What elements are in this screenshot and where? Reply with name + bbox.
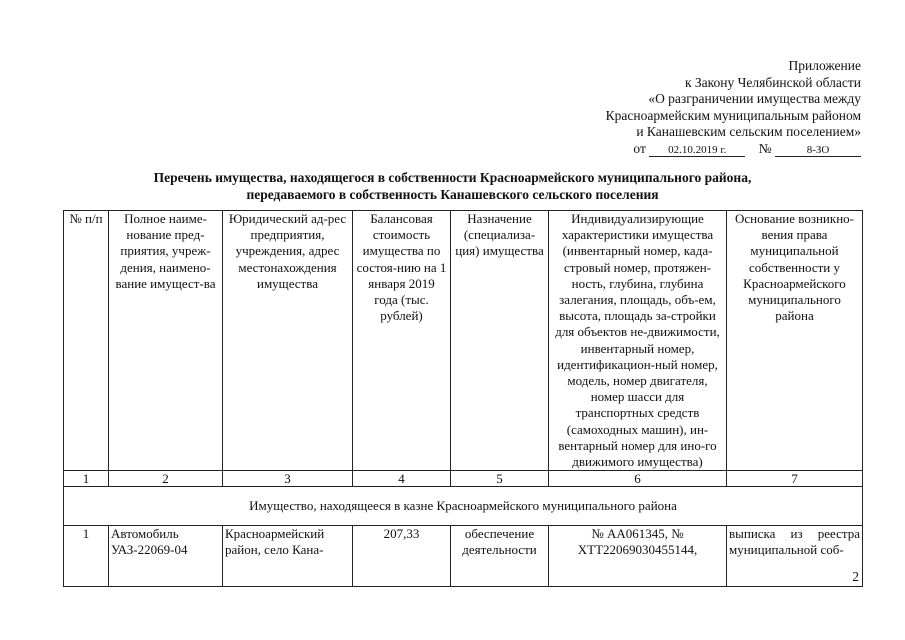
title-line-2: передаваемого в собственность Канашевского сельского поселения — [246, 187, 659, 202]
appendix-line: Красноармейским муниципальным районом — [605, 107, 861, 123]
table-row — [64, 526, 863, 587]
row-value: 207,33 — [353, 526, 451, 587]
column-number: 3 — [223, 471, 353, 487]
row-purpose: обеспечение деятельности — [451, 526, 549, 587]
appendix-line: «О разграничении имущества между — [648, 91, 861, 106]
header-cell: Балансовая стоимость имущества по состоя-нию на 1 января 2019 года (тыс. рублей) — [353, 211, 451, 471]
row-address: Красноармейский район, село Кана- — [223, 526, 353, 587]
column-number: 5 — [451, 471, 549, 487]
law-number: 8-ЗО — [775, 144, 861, 157]
row-number: 1 — [64, 526, 109, 587]
appendix-line: и Канашевским сельским поселением» — [636, 124, 861, 139]
column-number: 4 — [353, 471, 451, 487]
table-header-row — [64, 211, 863, 471]
row-characteristics: № АА061345, № ХТТ22069030455144, — [549, 526, 727, 587]
appendix-signature-line — [606, 141, 861, 158]
property-table — [63, 210, 863, 587]
document-title — [0, 169, 905, 203]
header-cell: Юридический ад-рес предприятия, учреждения, адрес местонахождения имущества — [223, 211, 353, 471]
page-number: 2 — [852, 569, 859, 584]
header-cell: Полное наиме-нование пред-приятия, учреж-дения, наимено-вание имущест-ва — [109, 211, 223, 471]
title-line-1: Перечень имущества, находящегося в собственности Красноармейского муниципального района, — [153, 170, 752, 185]
section-row — [64, 487, 863, 526]
header-cell: Основание возникно-вения права муниципальной собственности у Красноармейского муниципального района — [727, 211, 863, 471]
row-name: Автомобиль УАЗ-22069-04 — [109, 526, 223, 587]
column-number-row — [64, 471, 863, 487]
row-basis: выписка из реестра муниципальной соб- — [727, 526, 863, 587]
law-date: 02.10.2019 г. — [649, 144, 745, 157]
section-title: Имущество, находящееся в казне Красноармейского муниципального района — [64, 487, 863, 526]
column-number: 6 — [549, 471, 727, 487]
appendix-line: Приложение — [788, 58, 861, 73]
appendix-block — [606, 58, 861, 157]
column-number: 1 — [64, 471, 109, 487]
header-cell: Индивидуализирующие характеристики имущества (инвентарный номер, када-стровый номер, протяжен-ность, глубина, глубина залегания, площадь, объ-ем, высота, площадь за-стройки для объектов не-движимости, инвентарный номер, идентификацион-ный номер, модель, номер двигателя, номер шасси для транспортных средств (самоходных машин), ин-вентарный номер для ино-го движимого имущества) — [549, 211, 727, 471]
number-label: № — [758, 140, 772, 156]
appendix-line: к Закону Челябинской области — [684, 74, 861, 90]
column-number: 7 — [727, 471, 863, 487]
column-number: 2 — [109, 471, 223, 487]
header-cell: № п/п — [64, 211, 109, 471]
from-label: от — [633, 140, 646, 156]
header-cell: Назначение (специализа-ция) имущества — [451, 211, 549, 471]
